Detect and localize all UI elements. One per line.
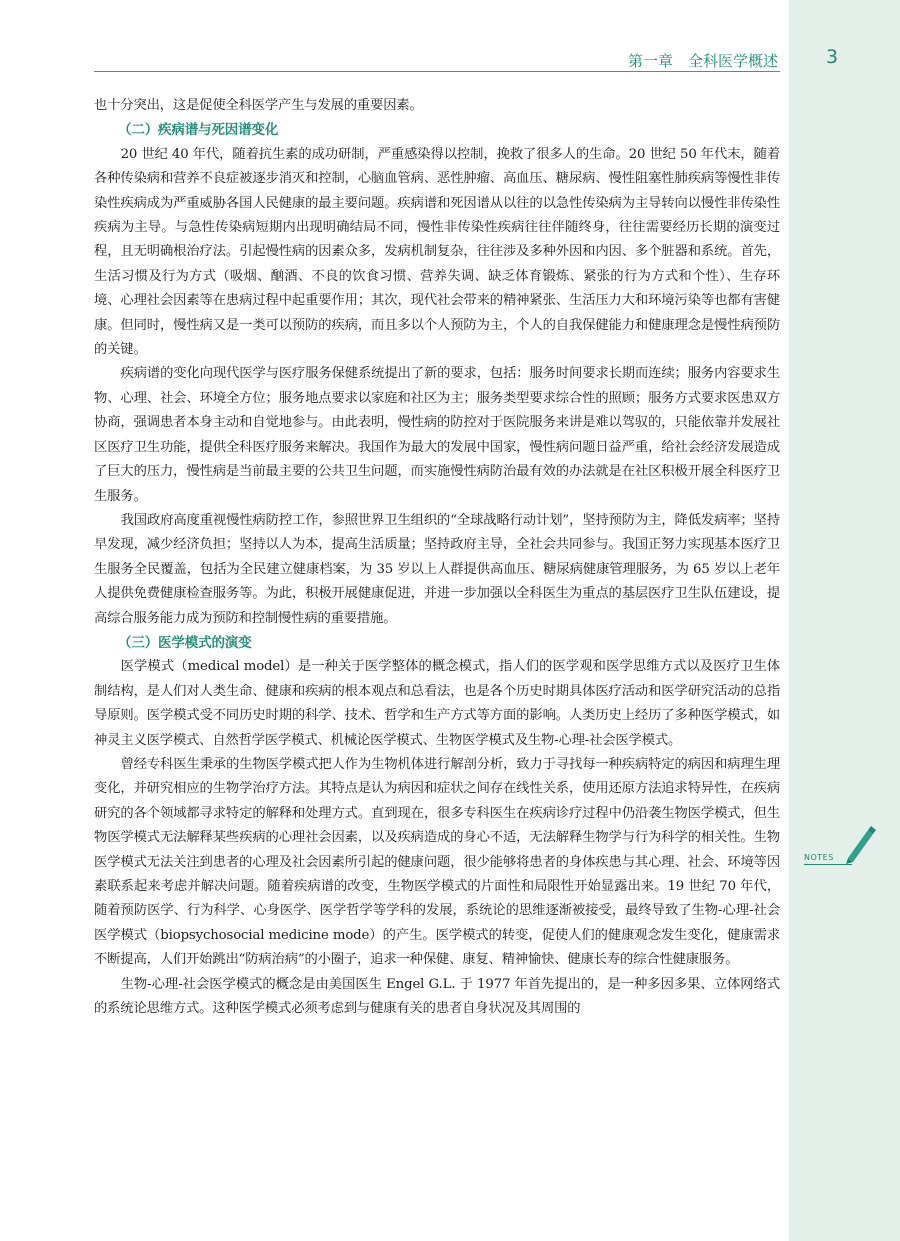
section-heading-disease-spectrum: （二）疾病谱与死因谱变化 [118, 122, 279, 139]
chapter-title: 第一章 全科医学概述 [627, 52, 778, 70]
header-rule [94, 71, 780, 72]
paragraph-disease-spectrum-3: 我国政府高度重视慢性病防控工作，参照世界卫生组织的“全球战略行动计划”，坚持预防为主，降低发病率；坚持早发现，减少经济负担；坚持以人为本，提高生活质量；坚持政府主导，全社会共同参与。我国正努力实现基本医疗卫生服务全民覆盖，包括为全民建立健康档案，为 35 岁以上人群提供高血压、糖尿病健康管理服务，为 65 岁以上老年人提供免费健康检查服务等。为此，积极开展健康促进，并进一步加强以全科医生为重点的基层医疗卫生队伍建设，提高综合服务能力成为预防和控制慢性病的重要措施。 [94, 512, 780, 626]
section-heading-medical-model: （三）医学模式的演变 [118, 634, 252, 651]
body-text [94, 94, 780, 1021]
paragraph-disease-spectrum-1: 20 世纪 40 年代，随着抗生素的成功研制，严重感染得以控制，挽救了很多人的生命。20 世纪 50 年代末，随着各种传染病和营养不良症被逐步消灭和控制，心脑血管病、恶性肿瘤、高血压、糖尿病、慢性阻塞性肺疾病等慢性非传染性疾病成为严重威胁各国人民健康的最主要问题。疾病谱和死因谱从以往的以急性传染病为主导转向以慢性非传染性疾病为主导。与急性传染病短期内出现明确结局不同，慢性非传染性疾病往往伴随终身，往往需要经历长期的演变过程，且无明确根治疗法。引起慢性病的因素众多，发病机制复杂，往往涉及多种外因和内因、多个脏器和系统。首先，生活习惯及行为方式（吸烟、酗酒、不良的饮食习惯、营养失调、缺乏体育锻炼、紧张的行为方式和个性）、生存环境、心理社会因素等在患病过程中起重要作用；其次，现代社会带来的精神紧张、生活压力大和环境污染等也都有害健康。但同时，慢性病又是一类可以预防的疾病，而且多以个人预防为主，个人的自我保健能力和健康理念是慢性病预防的关键。 [94, 146, 780, 358]
paragraph-medical-model-3: 生物-心理-社会医学模式的概念是由美国医生 Engel G.L. 于 1977 年首先提出的，是一种多因多果、立体网络式的系统论思维方式。这种医学模式必须考虑到与健康有关的患者自身状况及其周围的 [94, 976, 780, 1017]
margin-strip [789, 0, 900, 1241]
page-number: 3 [826, 46, 839, 68]
pen-icon [842, 824, 876, 864]
notes-label: NOTES [804, 853, 834, 862]
notes-underline [804, 864, 852, 865]
paragraph-continued: 也十分突出，这是促使全科医学产生与发展的重要因素。 [94, 98, 423, 113]
notes-marker [804, 826, 884, 866]
paragraph-disease-spectrum-2: 疾病谱的变化向现代医学与医疗服务保健系统提出了新的要求，包括：服务时间要求长期而连续；服务内容要求生物、心理、社会、环境全方位；服务地点要求以家庭和社区为主；服务类型要求综合性的照顾；服务方式要求医患双方协商，强调患者本身主动和自觉地参与。由此表明，慢性病的防控对于医院服务来讲是难以驾驭的，只能依靠并发展社区医疗卫生功能，提供全科医疗服务来解决。我国作为最大的发展中国家，慢性病问题日益严重，给社会经济发展造成了巨大的压力，慢性病是当前最主要的公共卫生问题，而实施慢性病防治最有效的办法就是在社区积极开展全科医疗卫生服务。 [94, 366, 780, 504]
paragraph-medical-model-1: 医学模式（medical model）是一种关于医学整体的概念模式，指人们的医学观和医学思维方式以及医疗卫生体制结构，是人们对人类生命、健康和疾病的根本观点和总看法，也是各个历史时期具体医疗活动和医学研究活动的总指导原则。医学模式受不同历史时期的科学、技术、哲学和生产方式等方面的影响。人类历史上经历了多种医学模式，如神灵主义医学模式、自然哲学医学模式、机械论医学模式、生物医学模式及生物-心理-社会医学模式。 [94, 659, 780, 748]
paragraph-medical-model-2: 曾经专科医生秉承的生物医学模式把人作为生物机体进行解剖分析，致力于寻找每一种疾病特定的病因和病理生理变化，并研究相应的生物学治疗方法。其特点是认为病因和症状之间存在线性关系，使用还原方法追求特异性，在疾病研究的各个领域都寻求特定的解释和处理方式。直到现在，很多专科医生在疾病诊疗过程中仍沿袭生物医学模式，但生物医学模式无法解释某些疾病的心理社会因素，以及疾病造成的身心不适，无法解释生物学与行为科学的相关性。生物医学模式无法关注到患者的心理及社会因素所引起的健康问题，很少能够将患者的身体疾患与其心理、社会、环境等因素联系起来考虑并解决问题。随着疾病谱的改变，生物医学模式的片面性和局限性开始显露出来。19 世纪 70 年代，随着预防医学、行为科学、心身医学、医学哲学等学科的发展，系统论的思维逐渐被接受，最终导致了生物-心理-社会医学模式（biopsychosocial medicine mode）的产生。医学模式的转变，促使人们的健康观念发生变化，健康需求不断提高，人们开始跳出“防病治病”的小圈子，追求一种保健、康复、精神愉快、健康长寿的综合性健康服务。 [94, 756, 780, 968]
